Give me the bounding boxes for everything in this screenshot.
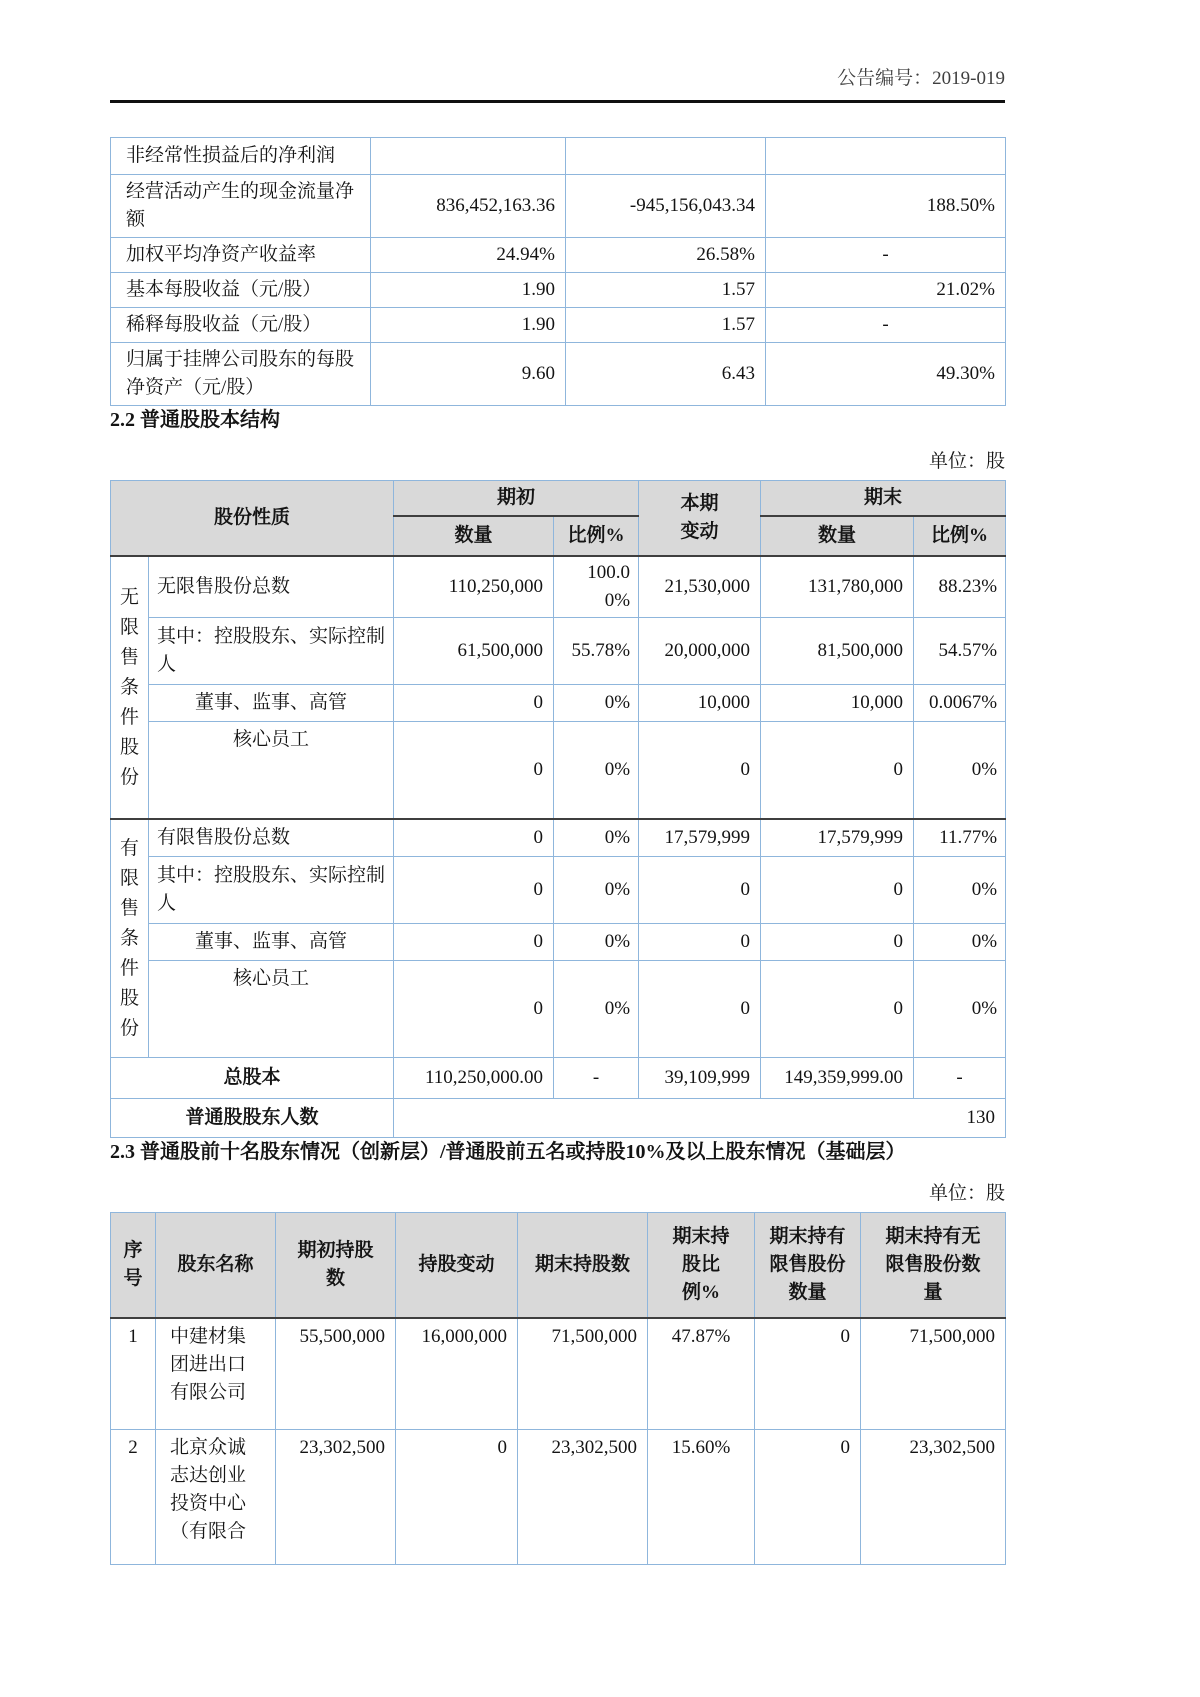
group-label-unrestricted: 无限售条件股份: [111, 556, 149, 819]
value-current: 9.60: [371, 343, 566, 406]
qty-end: 17,579,999: [761, 819, 914, 857]
header-qty-begin: 数量: [394, 516, 554, 556]
ratio-end: 0%: [914, 961, 1006, 1058]
ratio-begin: 100.00%: [554, 556, 639, 618]
value-current: 1.90: [371, 273, 566, 308]
table-row: [111, 618, 1006, 685]
top-shareholders-table: [110, 1212, 1006, 1565]
header-period-end: 期末: [761, 481, 1006, 517]
unit-label: 单位：股: [928, 1183, 1005, 1204]
table-row: [111, 308, 1006, 343]
ratio-end: 0%: [914, 722, 1006, 820]
table-row: [111, 175, 1006, 238]
row-label: 核心员工: [149, 961, 394, 1058]
header-shares-begin: 期初持股数: [276, 1213, 396, 1319]
change: 0: [639, 961, 761, 1058]
total-qty-begin: 110,250,000.00: [394, 1058, 554, 1099]
ratio-end: 88.23%: [914, 556, 1006, 618]
unit-label: 单位：股: [928, 451, 1005, 472]
value-prior: 26.58%: [566, 238, 766, 273]
change: 0: [639, 722, 761, 820]
announcement-number: 公告编号：2019-019: [837, 68, 1005, 89]
qty-end: 131,780,000: [761, 556, 914, 618]
row-label: 其中：控股股东、实际控制人: [149, 618, 394, 685]
value-change: -: [766, 238, 1006, 273]
qty-end: 0: [761, 924, 914, 961]
qty-begin: 61,500,000: [394, 618, 554, 685]
value-current: [371, 138, 566, 175]
table-row: [111, 238, 1006, 273]
value-current: 836,452,163.36: [371, 175, 566, 238]
row-label: 核心员工: [149, 722, 394, 820]
key-indicators-table: [110, 137, 1006, 406]
ratio-begin: 0%: [554, 924, 639, 961]
group-label-restricted: 有限售条件股份: [111, 819, 149, 1058]
table-row: [111, 961, 1006, 1058]
total-qty-end: 149,359,999.00: [761, 1058, 914, 1099]
unrestricted-end: 23,302,500: [861, 1430, 1006, 1565]
header-seq: 序号: [111, 1213, 156, 1319]
shareholder-row: [111, 1318, 1006, 1430]
shares-end: 23,302,500: [518, 1430, 648, 1565]
qty-begin: 0: [394, 924, 554, 961]
ratio-end: 54.57%: [914, 618, 1006, 685]
shares-change: 16,000,000: [396, 1318, 518, 1430]
section-heading-2-2: 2.2 普通股股本结构: [110, 409, 280, 431]
unrestricted-end: 71,500,000: [861, 1318, 1006, 1430]
table-row: [111, 273, 1006, 308]
row-label: 其中：控股股东、实际控制人: [149, 857, 394, 924]
ratio-begin: 0%: [554, 685, 639, 722]
total-label: 总股本: [111, 1058, 394, 1099]
share-structure-table: [110, 480, 1006, 1138]
qty-end: 0: [761, 961, 914, 1058]
ratio-end: 0.0067%: [914, 685, 1006, 722]
value-prior: 6.43: [566, 343, 766, 406]
row-label: 有限售股份总数: [149, 819, 394, 857]
header-shares-end: 期末持股数: [518, 1213, 648, 1319]
holders-count: 130: [394, 1099, 1006, 1138]
header-period-change: 本期变动: [639, 481, 761, 557]
value-change: 21.02%: [766, 273, 1006, 308]
shares-change: 0: [396, 1430, 518, 1565]
seq: 1: [111, 1318, 156, 1430]
row-label: 无限售股份总数: [149, 556, 394, 618]
shares-begin: 23,302,500: [276, 1430, 396, 1565]
change: 0: [639, 924, 761, 961]
shares-begin: 55,500,000: [276, 1318, 396, 1430]
indicator-label: 归属于挂牌公司股东的每股净资产（元/股）: [111, 343, 371, 406]
ratio-end: 11.77%: [914, 819, 1006, 857]
indicator-label: 稀释每股收益（元/股）: [111, 308, 371, 343]
table-row: [111, 138, 1006, 175]
qty-begin: 0: [394, 819, 554, 857]
restricted-end: 0: [755, 1430, 861, 1565]
value-change: 49.30%: [766, 343, 1006, 406]
ratio-end: 0%: [914, 924, 1006, 961]
qty-begin: 0: [394, 961, 554, 1058]
indicator-label: 非经常性损益后的净利润: [111, 138, 371, 175]
indicator-label: 基本每股收益（元/股）: [111, 273, 371, 308]
holders-label: 普通股股东人数: [111, 1099, 394, 1138]
value-prior: -945,156,043.34: [566, 175, 766, 238]
total-ratio-begin: -: [554, 1058, 639, 1099]
seq: 2: [111, 1430, 156, 1565]
table-row: [111, 685, 1006, 722]
table-row: [111, 556, 1006, 618]
holders-row: [111, 1099, 1006, 1138]
value-change: -: [766, 308, 1006, 343]
ratio-begin: 0%: [554, 857, 639, 924]
shareholder-name: 北京众诚志达创业投资中心（有限合: [156, 1430, 276, 1565]
row-label: 董事、监事、高管: [149, 685, 394, 722]
indicator-label: 经营活动产生的现金流量净额: [111, 175, 371, 238]
ratio-begin: 0%: [554, 819, 639, 857]
header-period-begin: 期初: [394, 481, 639, 517]
value-current: 24.94%: [371, 238, 566, 273]
shareholder-row: [111, 1430, 1006, 1565]
qty-begin: 0: [394, 722, 554, 820]
value-prior: [566, 138, 766, 175]
ratio-begin: 0%: [554, 722, 639, 820]
header-row-groups: [111, 481, 1006, 517]
qty-end: 0: [761, 857, 914, 924]
ratio-begin: 0%: [554, 961, 639, 1058]
table-row: [111, 343, 1006, 406]
value-prior: 1.57: [566, 273, 766, 308]
header-qty-end: 数量: [761, 516, 914, 556]
row-label: 董事、监事、高管: [149, 924, 394, 961]
qty-end: 0: [761, 722, 914, 820]
restricted-end: 0: [755, 1318, 861, 1430]
change: 17,579,999: [639, 819, 761, 857]
value-current: 1.90: [371, 308, 566, 343]
header-ratio-end: 比例%: [914, 516, 1006, 556]
header-share-nature: 股份性质: [111, 481, 394, 557]
header-shareholder-name: 股东名称: [156, 1213, 276, 1319]
header-row: [111, 1213, 1006, 1319]
total-ratio-end: -: [914, 1058, 1006, 1099]
shareholder-name: 中建材集团进出口有限公司: [156, 1318, 276, 1430]
qty-end: 10,000: [761, 685, 914, 722]
header-unrestricted-end: 期末持有无限售股份数量: [861, 1213, 1006, 1319]
qty-begin: 0: [394, 685, 554, 722]
table-row: [111, 857, 1006, 924]
value-change: 188.50%: [766, 175, 1006, 238]
qty-end: 81,500,000: [761, 618, 914, 685]
shares-end: 71,500,000: [518, 1318, 648, 1430]
change: 21,530,000: [639, 556, 761, 618]
ratio-end: 15.60%: [648, 1430, 755, 1565]
table-row: [111, 924, 1006, 961]
header-restricted-end: 期末持有限售股份数量: [755, 1213, 861, 1319]
header-shares-change: 持股变动: [396, 1213, 518, 1319]
ratio-end: 47.87%: [648, 1318, 755, 1430]
table-row: [111, 819, 1006, 857]
table-row: [111, 722, 1006, 820]
ratio-begin: 55.78%: [554, 618, 639, 685]
change: 20,000,000: [639, 618, 761, 685]
qty-begin: 0: [394, 857, 554, 924]
header-ratio-end: 期末持股比例%: [648, 1213, 755, 1319]
total-change: 39,109,999: [639, 1058, 761, 1099]
header-rule: [110, 100, 1005, 103]
total-row: [111, 1058, 1006, 1099]
section-heading-2-3: 2.3 普通股前十名股东情况（创新层）/普通股前五名或持股10%及以上股东情况（基础层）: [110, 1141, 906, 1163]
value-prior: 1.57: [566, 308, 766, 343]
change: 0: [639, 857, 761, 924]
indicator-label: 加权平均净资产收益率: [111, 238, 371, 273]
value-change: [766, 138, 1006, 175]
qty-begin: 110,250,000: [394, 556, 554, 618]
ratio-end: 0%: [914, 857, 1006, 924]
header-ratio-begin: 比例%: [554, 516, 639, 556]
change: 10,000: [639, 685, 761, 722]
